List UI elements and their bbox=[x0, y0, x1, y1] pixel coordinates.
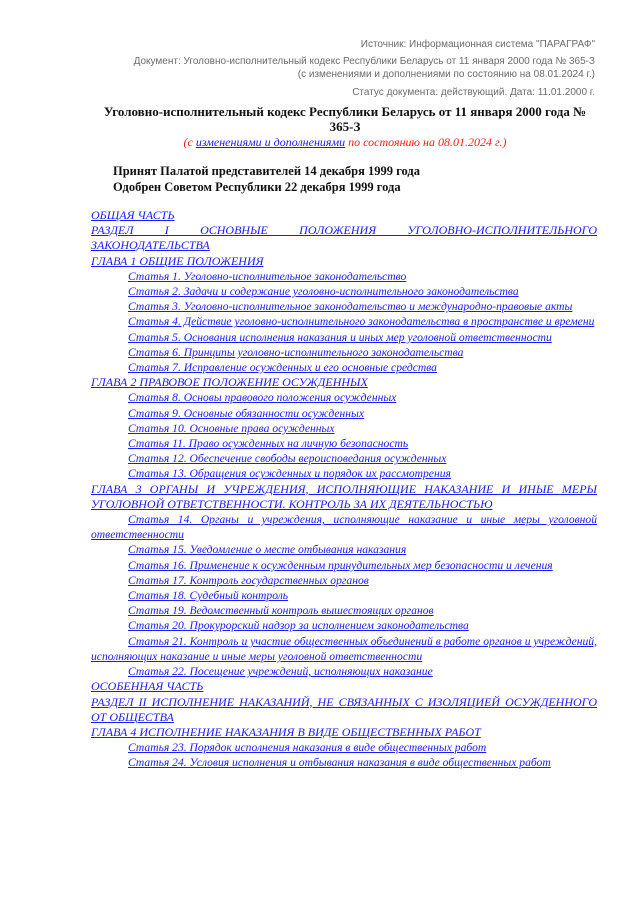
toc-chapter-link[interactable]: ГЛАВА 1 ОБЩИЕ ПОЛОЖЕНИЯ bbox=[91, 253, 264, 268]
source-line: Источник: Информационная система "ПАРАГРАФ" bbox=[360, 39, 595, 50]
amendment-prefix: (с bbox=[183, 135, 196, 149]
toc-article-link[interactable]: Статья 21. Контроль и участие общественных объединений в работе органов и учреждений, исполняющих наказание и иные меры уголовной ответственности bbox=[91, 634, 597, 663]
toc-article-link[interactable]: Статья 10. Основные права осужденных bbox=[128, 421, 335, 435]
toc-article-link[interactable]: Статья 4. Действие уголовно-исполнительного законодательства в пространстве и времени bbox=[128, 315, 595, 329]
toc-article-link[interactable]: Статья 16. Применение к осужденным принудительных мер безопасности и лечения bbox=[128, 558, 553, 572]
document-meta-header bbox=[75, 38, 595, 99]
toc-article-link[interactable]: Статья 17. Контроль государственных органов bbox=[128, 573, 369, 587]
toc-article-link[interactable]: Статья 2. Задачи и содержание уголовно-исполнительного законодательства bbox=[128, 285, 519, 299]
toc-article-link[interactable]: Статья 7. Исправление осужденных и его основные средства bbox=[128, 361, 437, 375]
toc-chapter-link[interactable]: ГЛАВА 3 ОРГАНЫ И УЧРЕЖДЕНИЯ, ИСПОЛНЯЮЩИЕ НАКАЗАНИЕ И ИНЫЕ МЕРЫ УГОЛОВНОЙ ОТВЕТСТВЕННОСТИ. КОНТРОЛЬ ЗА ИХ ДЕЯТЕЛЬНОСТЬЮ bbox=[91, 481, 597, 511]
amendment-note bbox=[90, 135, 600, 150]
document-amend-line: (с изменениями и дополнениями по состоянию на 08.01.2024 г.) bbox=[297, 69, 595, 80]
toc-article-link[interactable]: Статья 22. Посещение учреждений, исполняющих наказание bbox=[128, 665, 433, 679]
table-of-contents bbox=[91, 208, 597, 771]
toc-part-link[interactable]: ОБЩАЯ ЧАСТЬ bbox=[91, 208, 175, 222]
toc-article-link[interactable]: Статья 23. Порядок исполнения наказания в виде общественных работ bbox=[128, 741, 487, 755]
toc-article-link[interactable]: Статья 3. Уголовно-исполнительное законодательство и международно-правовые акты bbox=[128, 300, 573, 314]
adopted-by-house: Принят Палатой представителей 14 декабря 1999 года bbox=[113, 164, 420, 178]
amendment-suffix: по состоянию на 08.01.2024 г.) bbox=[345, 135, 507, 149]
document-name-line: Документ: Уголовно-исполнительный кодекс Республики Беларусь от 11 января 2000 года № 365-З bbox=[133, 56, 595, 67]
toc-article-link[interactable]: Статья 15. Уведомление о месте отбывания наказания bbox=[128, 543, 407, 557]
toc-section-link[interactable]: РАЗДЕЛ II ИСПОЛНЕНИЕ НАКАЗАНИЙ, НЕ СВЯЗАННЫХ С ИЗОЛЯЦИЕЙ ОСУЖДЕННОГО ОТ ОБЩЕСТВА bbox=[91, 694, 597, 724]
toc-part-link[interactable]: ОСОБЕННАЯ ЧАСТЬ bbox=[91, 679, 204, 694]
document-title-line1: Уголовно-исполнительный кодекс Республики Беларусь от 11 января 2000 года № bbox=[103, 104, 587, 119]
toc-article-link[interactable]: Статья 11. Право осужденных на личную безопасность bbox=[128, 437, 409, 451]
toc-article-link[interactable]: Статья 13. Обращения осужденных и порядок их рассмотрения bbox=[128, 467, 451, 481]
toc-chapter-link[interactable]: ГЛАВА 4 ИСПОЛНЕНИЕ НАКАЗАНИЯ В ВИДЕ ОБЩЕСТВЕННЫХ РАБОТ bbox=[91, 724, 481, 739]
toc-article-link[interactable]: Статья 20. Прокурорский надзор за исполнением законодательства bbox=[128, 619, 469, 633]
amendments-link[interactable]: изменениями и дополнениями bbox=[195, 135, 346, 149]
approved-by-council: Одобрен Советом Республики 22 декабря 1999 года bbox=[113, 180, 401, 194]
document-title-line2: 365-З bbox=[329, 119, 361, 134]
toc-article-link[interactable]: Статья 8. Основы правового положения осужденных bbox=[128, 391, 397, 405]
toc-article-link[interactable]: Статья 19. Ведомственный контроль вышестоящих органов bbox=[128, 604, 434, 618]
document-status-line: Статус документа: действующий. Дата: 11.01.2000 г. bbox=[352, 87, 595, 98]
toc-article-link[interactable]: Статья 18. Судебный контроль bbox=[128, 589, 289, 603]
toc-article-link[interactable]: Статья 14. Органы и учреждения, исполняющие наказание и иные меры уголовной ответственности bbox=[91, 513, 597, 542]
title-block bbox=[90, 104, 600, 150]
toc-article-link[interactable]: Статья 9. Основные обязанности осужденных bbox=[128, 406, 365, 420]
document-title bbox=[90, 104, 600, 134]
adoption-info bbox=[113, 163, 420, 195]
toc-article-link[interactable]: Статья 24. Условия исполнения и отбывания наказания в виде общественных работ bbox=[128, 756, 551, 770]
toc-article-link[interactable]: Статья 12. Обеспечение свободы вероисповедания осужденных bbox=[128, 452, 447, 466]
toc-chapter-link[interactable]: ГЛАВА 2 ПРАВОВОЕ ПОЛОЖЕНИЕ ОСУЖДЕННЫХ bbox=[91, 375, 368, 390]
toc-article-link[interactable]: Статья 5. Основания исполнения наказания и иных мер уголовной ответственности bbox=[128, 330, 552, 344]
toc-section-link[interactable]: РАЗДЕЛ I ОСНОВНЫЕ ПОЛОЖЕНИЯ УГОЛОВНО-ИСПОЛНИТЕЛЬНОГО ЗАКОНОДАТЕЛЬСТВА bbox=[91, 223, 597, 253]
toc-article-link[interactable]: Статья 6. Принципы уголовно-исполнительного законодательства bbox=[128, 345, 464, 359]
toc-article-link[interactable]: Статья 1. Уголовно-исполнительное законодательство bbox=[128, 269, 407, 283]
